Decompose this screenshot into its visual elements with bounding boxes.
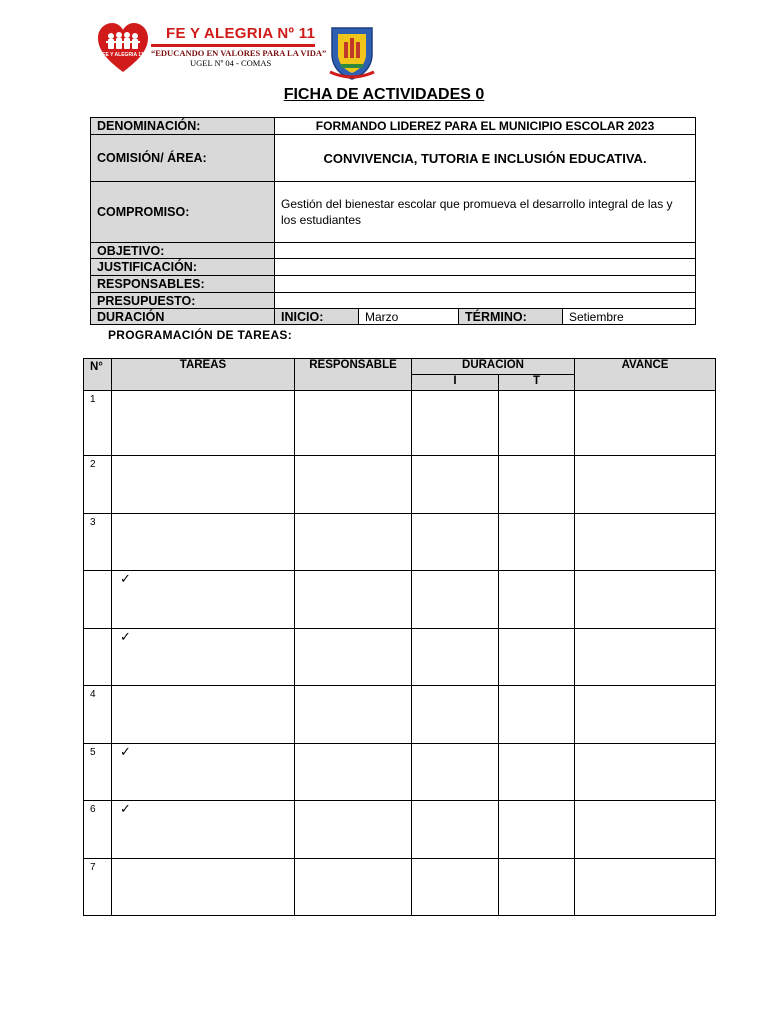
responsable-cell: [295, 801, 412, 859]
compromiso-value: Gestión del bienestar escolar que promueva el desarrollo integral de las y los estudiantes: [275, 182, 696, 243]
inicio-cell: [412, 744, 499, 801]
responsables-label: RESPONSABLES:: [91, 276, 275, 293]
termino-cell: [499, 456, 575, 514]
table-row: [84, 686, 716, 744]
inicio-label: INICIO:: [275, 309, 359, 325]
inicio-cell: [412, 391, 499, 456]
denominacion-value: FORMANDO LIDEREZ PARA EL MUNICIPIO ESCOLAR 2023: [275, 118, 696, 135]
table-row: [84, 859, 716, 916]
responsable-cell: [295, 744, 412, 801]
responsable-cell: [295, 629, 412, 686]
termino-cell: [499, 629, 575, 686]
termino-cell: [499, 514, 575, 571]
avance-cell: [575, 744, 716, 801]
table-row: [84, 456, 716, 514]
avance-cell: [575, 571, 716, 629]
checkmark-icon: ✓: [120, 571, 131, 586]
school-name: FE Y ALEGRIA Nº 11: [166, 25, 316, 42]
fe-y-alegria-logo: [97, 22, 149, 74]
row-number: [84, 571, 112, 629]
termino-cell: [499, 686, 575, 744]
row-number: 4: [84, 686, 112, 744]
termino-cell: [499, 571, 575, 629]
task-cell: [112, 859, 295, 916]
row-number: 6: [84, 801, 112, 859]
table-row: [84, 629, 716, 686]
checkmark-icon: ✓: [120, 801, 131, 816]
col-inicio-header: I: [412, 375, 499, 391]
row-number: 3: [84, 514, 112, 571]
responsable-cell: [295, 571, 412, 629]
termino-cell: [499, 744, 575, 801]
table-row: [84, 391, 716, 456]
justificacion-value: [275, 259, 696, 276]
duracion-label: DURACIÓN: [91, 309, 275, 325]
presupuesto-label: PRESUPUESTO:: [91, 293, 275, 309]
document-title: FICHA DE ACTIVIDADES 0: [283, 86, 485, 103]
task-cell: [112, 391, 295, 456]
termino-cell: [499, 859, 575, 916]
objetivo-label: OBJETIVO:: [91, 243, 275, 259]
avance-cell: [575, 629, 716, 686]
header-divider: [151, 44, 315, 47]
avance-cell: [575, 514, 716, 571]
termino-label: TÉRMINO:: [459, 309, 563, 325]
responsable-cell: [295, 686, 412, 744]
presupuesto-value: [275, 293, 696, 309]
inicio-cell: [412, 571, 499, 629]
inicio-cell: [412, 801, 499, 859]
responsables-value: [275, 276, 696, 293]
row-number: 2: [84, 456, 112, 514]
row-number: 1: [84, 391, 112, 456]
activity-info-table: [90, 117, 696, 325]
responsable-cell: [295, 456, 412, 514]
avance-cell: [575, 456, 716, 514]
school-motto: “EDUCANDO EN VALORES PARA LA VIDA”: [151, 48, 327, 58]
table-row: [84, 801, 716, 859]
responsable-cell: [295, 391, 412, 456]
avance-cell: [575, 859, 716, 916]
row-number: [84, 629, 112, 686]
task-cell: [112, 801, 295, 859]
tasks-table: [83, 358, 716, 916]
ugel-label: UGEL Nº 04 - COMAS: [190, 58, 272, 68]
table-row: [84, 744, 716, 801]
col-avance-header: AVANCE: [575, 359, 716, 391]
avance-cell: [575, 391, 716, 456]
responsable-cell: [295, 859, 412, 916]
row-number: 5: [84, 744, 112, 801]
table-row: [84, 514, 716, 571]
inicio-value: Marzo: [359, 309, 459, 325]
responsable-cell: [295, 514, 412, 571]
logo-text: FE Y ALEGRIA 11: [102, 52, 144, 58]
col-termino-header: T: [499, 375, 575, 391]
comision-value: CONVIVENCIA, TUTORIA E INCLUSIÓN EDUCATIVA.: [275, 135, 696, 182]
inicio-cell: [412, 514, 499, 571]
checkmark-icon: ✓: [120, 629, 131, 644]
inicio-cell: [412, 629, 499, 686]
inicio-cell: [412, 859, 499, 916]
termino-value: Setiembre: [563, 309, 696, 325]
avance-cell: [575, 801, 716, 859]
justificacion-label: JUSTIFICACIÓN:: [91, 259, 275, 276]
task-cell: [112, 514, 295, 571]
task-cell: [112, 456, 295, 514]
task-cell: [112, 629, 295, 686]
task-cell: [112, 744, 295, 801]
table-row: [84, 571, 716, 629]
checkmark-icon: ✓: [120, 744, 131, 759]
avance-cell: [575, 686, 716, 744]
school-crest-icon: [328, 24, 376, 80]
inicio-cell: [412, 686, 499, 744]
programacion-label: PROGRAMACIÓN DE TAREAS:: [108, 328, 293, 342]
task-cell: [112, 686, 295, 744]
col-tareas-header: TAREAS: [112, 359, 295, 391]
objetivo-value: [275, 243, 696, 259]
denominacion-label: DENOMINACIÓN:: [91, 118, 275, 135]
comision-label: COMISIÓN/ ÁREA:: [91, 135, 275, 182]
compromiso-label: COMPROMISO:: [91, 182, 275, 243]
inicio-cell: [412, 456, 499, 514]
col-duracion-header: DURACION: [412, 359, 575, 375]
termino-cell: [499, 801, 575, 859]
col-responsable-header: RESPONSABLE: [295, 359, 412, 391]
row-number: 7: [84, 859, 112, 916]
termino-cell: [499, 391, 575, 456]
task-cell: [112, 571, 295, 629]
col-num-header: N°: [84, 359, 112, 391]
